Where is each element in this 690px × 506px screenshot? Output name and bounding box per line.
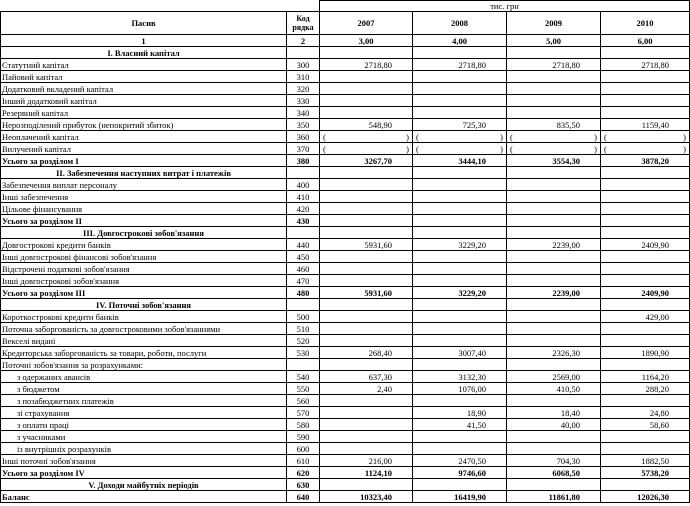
total-row [1, 155, 690, 167]
row-code: 630 [287, 479, 320, 491]
row-code: 600 [287, 443, 320, 455]
value-cell: 2718,80 [413, 59, 507, 71]
row-code: 300 [287, 59, 320, 71]
paren-cell [320, 131, 413, 143]
row-label: Резервний капітал [1, 107, 287, 119]
table-row [1, 203, 690, 215]
header-code: Код рядка [287, 12, 320, 35]
table-row [1, 407, 690, 419]
value-cell: 410,50 [507, 383, 601, 395]
row-label: з позабюджетних платежів [1, 395, 287, 407]
row-code: 540 [287, 371, 320, 383]
value-cell [413, 107, 507, 119]
row-code: 350 [287, 119, 320, 131]
value-cell [507, 71, 601, 83]
row-code: 510 [287, 323, 320, 335]
row-label: Усього за розділом III [1, 287, 287, 299]
value-cell: 58,60 [601, 419, 690, 431]
value-cell [507, 359, 601, 371]
row-code: 590 [287, 431, 320, 443]
table-row [1, 131, 690, 143]
empty-cell [320, 479, 413, 491]
table-row [1, 95, 690, 107]
empty-cell [601, 167, 690, 179]
table-row [1, 83, 690, 95]
row-label: Усього за розділом II [1, 215, 287, 227]
section-title: I. Власний капітал [1, 47, 287, 59]
total-row [1, 215, 690, 227]
colnum-3: 3,00 [320, 35, 413, 47]
row-code: 440 [287, 239, 320, 251]
value-cell: 1882,50 [601, 455, 690, 467]
value-cell: 12026,30 [601, 491, 690, 503]
table-row [1, 431, 690, 443]
value-cell [507, 443, 601, 455]
value-cell: 41,50 [413, 419, 507, 431]
paren-brackets: ( ) [416, 131, 503, 142]
row-code: 330 [287, 95, 320, 107]
value-cell [320, 251, 413, 263]
table-row [1, 191, 690, 203]
value-cell: 2,40 [320, 383, 413, 395]
row-code: 410 [287, 191, 320, 203]
value-cell [320, 179, 413, 191]
row-code: 520 [287, 335, 320, 347]
value-cell [601, 395, 690, 407]
table-row [1, 395, 690, 407]
table-row [1, 383, 690, 395]
empty-cell [507, 167, 601, 179]
row-code [287, 167, 320, 179]
row-code: 310 [287, 71, 320, 83]
header-year-2008: 2008 [413, 12, 507, 35]
value-cell [413, 179, 507, 191]
value-cell [601, 203, 690, 215]
colnum-2: 2 [287, 35, 320, 47]
value-cell [507, 311, 601, 323]
table-row [1, 59, 690, 71]
section-row [1, 479, 690, 491]
row-label: Нерозподілений прибуток (непокритий збиток) [1, 119, 287, 131]
value-cell: 3444,10 [413, 155, 507, 167]
value-cell [507, 395, 601, 407]
paren-brackets: ( ) [510, 143, 597, 154]
value-cell: 1159,40 [601, 119, 690, 131]
paren-cell [413, 143, 507, 155]
value-cell [320, 83, 413, 95]
row-label: Довгострокові кредити банків [1, 239, 287, 251]
paren-cell [413, 131, 507, 143]
empty-cell [507, 47, 601, 59]
value-cell: 1890,90 [601, 347, 690, 359]
value-cell [601, 71, 690, 83]
empty-cell [601, 227, 690, 239]
value-cell [413, 83, 507, 95]
row-code: 450 [287, 251, 320, 263]
empty-cell [507, 227, 601, 239]
value-cell: 2718,80 [320, 59, 413, 71]
value-cell [320, 443, 413, 455]
value-cell [601, 359, 690, 371]
colnum-6: 6,00 [601, 35, 690, 47]
value-cell: 9746,60 [413, 467, 507, 479]
value-cell [601, 275, 690, 287]
table-row [1, 311, 690, 323]
value-cell [320, 263, 413, 275]
value-cell [507, 323, 601, 335]
value-cell [413, 215, 507, 227]
table-row [1, 323, 690, 335]
total-row [1, 467, 690, 479]
row-label: з оплати праці [1, 419, 287, 431]
value-cell [320, 71, 413, 83]
row-label: Відстрочені податкові зобов'язання [1, 263, 287, 275]
value-cell: 637,30 [320, 371, 413, 383]
paren-cell [507, 143, 601, 155]
value-cell: 3132,30 [413, 371, 507, 383]
value-cell [320, 215, 413, 227]
value-cell [320, 419, 413, 431]
section-title: II. Забезпечення наступних витрат і платежів [1, 167, 287, 179]
row-code [287, 299, 320, 311]
value-cell [413, 323, 507, 335]
value-cell: 11861,80 [507, 491, 601, 503]
row-label: Усього за розділом I [1, 155, 287, 167]
colnum-1: 1 [1, 35, 287, 47]
value-cell [413, 263, 507, 275]
value-cell [413, 95, 507, 107]
section-title: V. Доходи майбутніх періодів [1, 479, 287, 491]
row-label: зі страхування [1, 407, 287, 419]
section-title: IV. Поточні зобов'язання [1, 299, 287, 311]
value-cell [413, 71, 507, 83]
value-cell [601, 95, 690, 107]
value-cell: 18,90 [413, 407, 507, 419]
paren-brackets: ( ) [604, 143, 686, 154]
row-code: 430 [287, 215, 320, 227]
value-cell: 548,90 [320, 119, 413, 131]
row-code: 640 [287, 491, 320, 503]
value-cell [601, 431, 690, 443]
row-code: 480 [287, 287, 320, 299]
value-cell [413, 191, 507, 203]
row-code: 340 [287, 107, 320, 119]
value-cell [320, 95, 413, 107]
value-cell [601, 263, 690, 275]
row-code: 380 [287, 155, 320, 167]
value-cell [320, 191, 413, 203]
section-row [1, 47, 690, 59]
paren-brackets: ( ) [604, 131, 686, 142]
row-code: 620 [287, 467, 320, 479]
empty-cell [601, 479, 690, 491]
value-cell [507, 95, 601, 107]
row-code: 470 [287, 275, 320, 287]
value-cell [601, 179, 690, 191]
value-cell: 2239,00 [507, 287, 601, 299]
value-cell: 268,40 [320, 347, 413, 359]
value-cell [507, 251, 601, 263]
value-cell [507, 203, 601, 215]
empty-cell [320, 167, 413, 179]
value-cell: 3554,30 [507, 155, 601, 167]
row-code: 530 [287, 347, 320, 359]
value-cell: 5931,60 [320, 239, 413, 251]
row-label: Баланс [1, 491, 287, 503]
table-row [1, 239, 690, 251]
table-row [1, 263, 690, 275]
value-cell [507, 83, 601, 95]
value-cell: 2470,50 [413, 455, 507, 467]
row-code: 550 [287, 383, 320, 395]
value-cell [320, 395, 413, 407]
value-cell: 2409,90 [601, 287, 690, 299]
value-cell [507, 179, 601, 191]
value-cell: 24,80 [601, 407, 690, 419]
value-cell [601, 335, 690, 347]
value-cell: 216,00 [320, 455, 413, 467]
value-cell [413, 395, 507, 407]
row-code [287, 47, 320, 59]
empty-cell [413, 167, 507, 179]
row-code [287, 227, 320, 239]
table-row [1, 179, 690, 191]
row-code: 460 [287, 263, 320, 275]
row-code: 560 [287, 395, 320, 407]
value-cell [413, 443, 507, 455]
row-label: Інший додатковий капітал [1, 95, 287, 107]
row-label: Додатковий вкладений капітал [1, 83, 287, 95]
value-cell: 5931,60 [320, 287, 413, 299]
empty-cell [413, 47, 507, 59]
row-code [287, 359, 320, 371]
value-cell [601, 443, 690, 455]
colnum-4: 4,00 [413, 35, 507, 47]
value-cell: 2718,80 [601, 59, 690, 71]
table-row [1, 71, 690, 83]
value-cell: 1124,10 [320, 467, 413, 479]
row-label: Інші поточні зобов'язання [1, 455, 287, 467]
row-code: 400 [287, 179, 320, 191]
paren-cell [507, 131, 601, 143]
empty-cell [507, 479, 601, 491]
row-label: Забезпечення виплат персоналу [1, 179, 287, 191]
table-row [1, 455, 690, 467]
value-cell [507, 431, 601, 443]
value-cell [601, 191, 690, 203]
value-cell [601, 83, 690, 95]
paren-cell [601, 131, 690, 143]
table-row [1, 347, 690, 359]
row-label: Пайовий капітал [1, 71, 287, 83]
row-label: із внутрішніх розрахунків [1, 443, 287, 455]
header-year-2010: 2010 [601, 12, 690, 35]
row-code: 370 [287, 143, 320, 155]
total-row [1, 287, 690, 299]
value-cell [320, 407, 413, 419]
row-label: Векселі видані [1, 335, 287, 347]
value-cell [320, 323, 413, 335]
table-row [1, 275, 690, 287]
row-code: 500 [287, 311, 320, 323]
row-label: Інші довгострокові фінансові зобов'язання [1, 251, 287, 263]
value-cell: 2239,00 [507, 239, 601, 251]
section-row [1, 299, 690, 311]
row-label: Короткострокові кредити банків [1, 311, 287, 323]
paren-brackets: ( ) [510, 131, 597, 142]
header-year-2009: 2009 [507, 12, 601, 35]
row-label: Цільове фінансування [1, 203, 287, 215]
value-cell [507, 275, 601, 287]
empty-cell [320, 299, 413, 311]
row-label: Неоплачений капітал [1, 131, 287, 143]
value-cell [507, 215, 601, 227]
section-title: III. Довгострокові зобов'язання [1, 227, 287, 239]
empty-cell [601, 299, 690, 311]
value-cell: 704,30 [507, 455, 601, 467]
paren-brackets: ( ) [323, 131, 409, 142]
table-row [1, 119, 690, 131]
paren-cell [601, 143, 690, 155]
value-cell: 5738,20 [601, 467, 690, 479]
value-cell [413, 311, 507, 323]
value-cell [320, 335, 413, 347]
value-cell: 1076,00 [413, 383, 507, 395]
table-row [1, 251, 690, 263]
value-cell [507, 191, 601, 203]
value-cell: 18,40 [507, 407, 601, 419]
value-cell [413, 359, 507, 371]
value-cell [320, 431, 413, 443]
total-row [1, 491, 690, 503]
value-cell [413, 203, 507, 215]
value-cell [507, 263, 601, 275]
value-cell: 3229,20 [413, 239, 507, 251]
empty-cell [601, 47, 690, 59]
unit-label: тис. грн [320, 1, 690, 12]
value-cell [413, 275, 507, 287]
value-cell: 3007,40 [413, 347, 507, 359]
value-cell [601, 251, 690, 263]
value-cell [507, 335, 601, 347]
empty-cell [320, 227, 413, 239]
paren-brackets: ( ) [323, 143, 409, 154]
value-cell: 3229,20 [413, 287, 507, 299]
table-row [1, 107, 690, 119]
value-cell [601, 323, 690, 335]
value-cell [320, 311, 413, 323]
value-cell [507, 107, 601, 119]
value-cell: 725,30 [413, 119, 507, 131]
row-label: Інші довгострокові зобов'язання [1, 275, 287, 287]
value-cell: 3878,20 [601, 155, 690, 167]
value-cell: 2409,90 [601, 239, 690, 251]
value-cell: 10323,40 [320, 491, 413, 503]
header-passiv: Пасив [1, 12, 287, 35]
value-cell: 2326,30 [507, 347, 601, 359]
value-cell [320, 203, 413, 215]
row-label: Вилучений капітал [1, 143, 287, 155]
value-cell: 3267,70 [320, 155, 413, 167]
row-label: Статутний капітал [1, 59, 287, 71]
value-cell [601, 107, 690, 119]
row-code: 610 [287, 455, 320, 467]
value-cell: 835,50 [507, 119, 601, 131]
table-row [1, 371, 690, 383]
value-cell: 40,00 [507, 419, 601, 431]
table-row [1, 443, 690, 455]
paren-brackets: ( ) [416, 143, 503, 154]
value-cell [320, 107, 413, 119]
section-row [1, 167, 690, 179]
value-cell: 16419,90 [413, 491, 507, 503]
row-label: Поточна заборгованість за довгостроковими зобов'язаннями [1, 323, 287, 335]
row-code: 360 [287, 131, 320, 143]
header-year-2007: 2007 [320, 12, 413, 35]
row-label: Інші забезпечення [1, 191, 287, 203]
row-label: з одержаних авансів [1, 371, 287, 383]
value-cell [601, 215, 690, 227]
value-cell [413, 251, 507, 263]
value-cell: 6068,50 [507, 467, 601, 479]
section-row [1, 227, 690, 239]
row-code: 580 [287, 419, 320, 431]
row-label: з бюджетом [1, 383, 287, 395]
value-cell: 288,20 [601, 383, 690, 395]
value-cell [320, 275, 413, 287]
table-row [1, 143, 690, 155]
row-label: Усього за розділом IV [1, 467, 287, 479]
empty-cell [413, 227, 507, 239]
value-cell: 2569,00 [507, 371, 601, 383]
value-cell: 1164,20 [601, 371, 690, 383]
row-code: 320 [287, 83, 320, 95]
table-row [1, 359, 690, 371]
empty-cell [413, 299, 507, 311]
value-cell: 429,00 [601, 311, 690, 323]
table-row [1, 419, 690, 431]
paren-cell [320, 143, 413, 155]
row-label: з учасниками [1, 431, 287, 443]
empty-cell [507, 299, 601, 311]
empty-cell [320, 47, 413, 59]
table-row [1, 335, 690, 347]
value-cell [413, 431, 507, 443]
row-label: Поточні зобов'язання за розрахунками: [1, 359, 287, 371]
row-code: 420 [287, 203, 320, 215]
colnum-5: 5,00 [507, 35, 601, 47]
row-code: 570 [287, 407, 320, 419]
value-cell [413, 335, 507, 347]
value-cell: 2718,80 [507, 59, 601, 71]
row-label: Кредиторська заборгованість за товари, роботи, послуги [1, 347, 287, 359]
empty-cell [413, 479, 507, 491]
value-cell [320, 359, 413, 371]
